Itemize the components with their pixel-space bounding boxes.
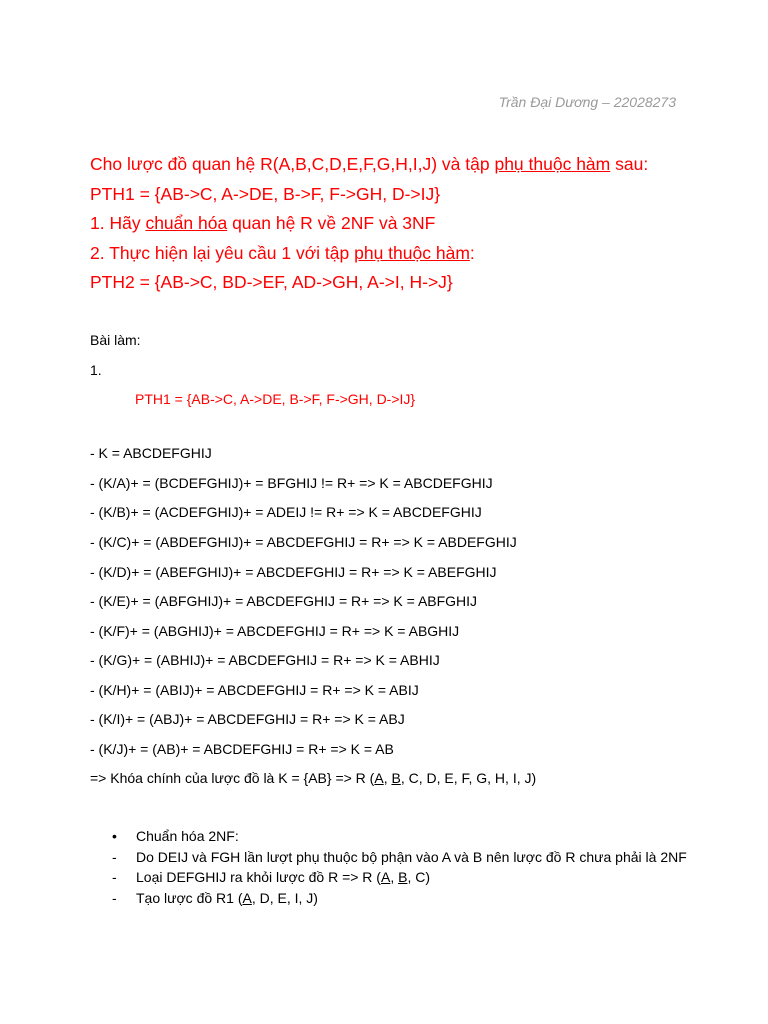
key-step-line: - (K/B)+ = (ACDEFGHIJ)+ = ADEIJ != R+ => K = ABCDEFGHIJ <box>90 504 482 520</box>
conclusion-text: , C, D, E, F, G, H, I, J) <box>400 770 537 786</box>
key-step-line: - (K/C)+ = (ABDEFGHIJ)+ = ABCDEFGHIJ = R+ => K = ABDEFGHIJ <box>90 534 517 550</box>
conclusion-text: , <box>383 770 392 786</box>
list-item-text: Do DEIJ và FGH lần lượt phụ thuộc bộ phận vào A và B nên lược đồ R chưa phải là 2NF <box>136 848 687 865</box>
key-step-line: - (K/A)+ = (BCDEFGHIJ)+ = BFGHIJ != R+ => K = ABCDEFGHIJ <box>90 475 493 491</box>
list-item <box>90 869 690 887</box>
key-attribute: A <box>242 889 252 906</box>
list-text: Loại DEFGHIJ ra khỏi lược đồ R => R ( <box>136 869 381 885</box>
key-attribute: B <box>398 869 408 885</box>
list-text: , D, E, I, J) <box>251 889 318 906</box>
list-item-text <box>136 869 690 887</box>
key-step-line: - (K/H)+ = (ABIJ)+ = ABCDEFGHIJ = R+ => K = ABIJ <box>90 682 419 698</box>
task-text: sau: <box>610 154 649 174</box>
list-text: , C) <box>407 869 430 885</box>
dash-marker: - <box>112 889 117 906</box>
bullet-icon: • <box>112 828 117 844</box>
dash-marker: - <box>112 869 117 885</box>
solution-heading: Bài làm: <box>90 332 141 348</box>
list-text: Tạo lược đồ R1 ( <box>136 889 243 906</box>
task-text: Cho lược đồ quan hệ R(A,B,C,D,E,F,G,H,I,J) và tập <box>90 154 495 174</box>
task-underlined-term: phụ thuộc hàm <box>494 154 611 174</box>
key-attribute: A <box>380 869 391 885</box>
task-statement <box>90 150 750 298</box>
task-line-5: PTH2 = {AB->C, BD->EF, AD->GH, A->I, H->J} <box>90 272 453 292</box>
task-text: 2. Thực hiện lại yêu cầu 1 với tập <box>90 242 355 263</box>
normalization-list <box>90 828 690 907</box>
list-text: , <box>390 869 399 885</box>
list-item <box>90 890 690 908</box>
task-text: 1. Hãy <box>90 213 146 233</box>
key-attribute: B <box>391 770 401 786</box>
task-underlined-term: phụ thuộc hàm <box>354 242 470 263</box>
task-line-3 <box>90 209 750 239</box>
task-line-1 <box>90 150 750 180</box>
task-text: : <box>469 242 475 263</box>
list-item-text <box>136 890 690 908</box>
key-step-line: - (K/G)+ = (ABHIJ)+ = ABCDEFGHIJ = R+ => K = ABHIJ <box>90 652 440 668</box>
task-text: quan hệ R về 2NF và 3NF <box>227 213 436 233</box>
key-attribute: A <box>374 770 384 786</box>
task-line-2: PTH1 = {AB->C, A->DE, B->F, F->GH, D->IJ} <box>90 183 441 204</box>
key-step-line: - (K/I)+ = (ABJ)+ = ABCDEFGHIJ = R+ => K = ABJ <box>90 711 405 727</box>
key-step-line: - K = ABCDEFGHIJ <box>90 445 212 461</box>
solution-pth-set: PTH1 = {AB->C, A->DE, B->F, F->GH, D->IJ} <box>135 391 416 407</box>
conclusion-text: => Khóa chính của lược đồ là K = {AB} => R ( <box>90 770 375 786</box>
key-step-line: - (K/E)+ = (ABFGHIJ)+ = ABCDEFGHIJ = R+ => K = ABFGHIJ <box>90 593 478 609</box>
task-line-4 <box>90 239 750 269</box>
author-header: Trần Đại Dương – 22028273 <box>498 94 676 110</box>
dash-marker: - <box>112 848 117 865</box>
solution-part-number: 1. <box>90 362 102 378</box>
key-step-line: - (K/J)+ = (AB)+ = ABCDEFGHIJ = R+ => K = AB <box>90 741 394 757</box>
list-item <box>90 828 690 846</box>
task-underlined-term: chuẩn hóa <box>145 213 228 233</box>
list-item-text: Chuẩn hóa 2NF: <box>136 828 239 844</box>
key-step-line: - (K/D)+ = (ABEFGHIJ)+ = ABCDEFGHIJ = R+ => K = ABEFGHIJ <box>90 564 497 580</box>
primary-key-conclusion <box>90 768 536 788</box>
key-step-line: - (K/F)+ = (ABGHIJ)+ = ABCDEFGHIJ = R+ => K = ABGHIJ <box>90 623 460 639</box>
list-item <box>90 849 690 867</box>
